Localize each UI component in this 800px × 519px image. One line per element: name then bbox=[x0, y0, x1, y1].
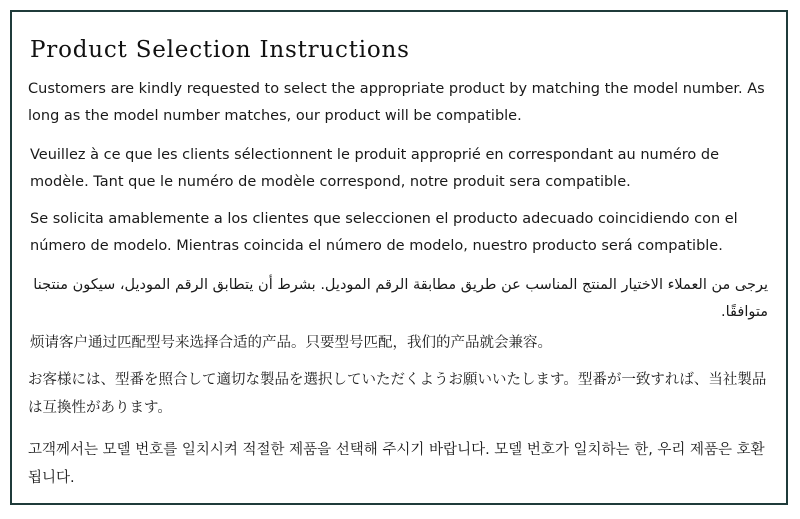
paragraph-korean: 고객께서는 모델 번호를 일치시켜 적절한 제품을 선택해 주시기 바랍니다. 모델 번호가 일치하는 한, 우리 제품은 호환됩니다. bbox=[28, 442, 765, 486]
paragraph-japanese: お客様には、型番を照合して適切な製品を選択していただくようお願いいたします。型番が一致すれば、当社製品は互換性があります。 bbox=[28, 372, 767, 416]
paragraph-spanish: Se solicita amablemente a los clientes que seleccionen el producto adecuado coincidiendo con el número de modelo. Mientras coincida el número de modelo, nuestro producto será compatible. bbox=[30, 211, 738, 254]
page-title: Product Selection Instructions bbox=[30, 37, 410, 63]
instructions-panel bbox=[10, 10, 788, 505]
paragraph-arabic: يرجى من العملاء الاختيار المنتج المناسب عن طريق مطابقة الرقم الموديل. بشرط أن يتطابق الرقم الموديل، سيكون منتجنا متوافقًا. bbox=[33, 277, 768, 320]
paragraph-french: Veuillez à ce que les clients sélectionnent le produit approprié en correspondant au numéro de modèle. Tant que le numéro de modèle correspond, notre produit sera compatible. bbox=[30, 147, 720, 190]
paragraph-english: Customers are kindly requested to select the appropriate product by matching the model number. As long as the model number matches, our product will be compatible. bbox=[28, 81, 765, 124]
paragraph-chinese: 烦请客户通过匹配型号来选择合适的产品。只要型号匹配，我们的产品就会兼容。 bbox=[30, 335, 552, 351]
